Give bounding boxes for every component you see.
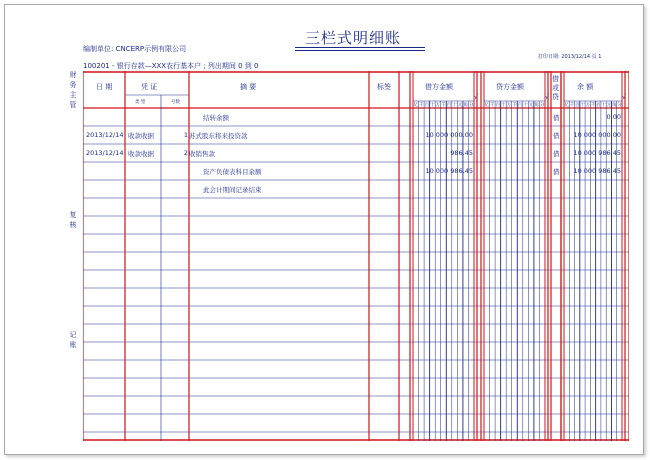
- digit-label: 万: [585, 103, 591, 108]
- digit-label: 千: [590, 103, 596, 108]
- digit-label: 角: [463, 103, 468, 108]
- cell-voucher-type: 收款收据: [128, 132, 154, 140]
- company-unit: 编制单位: CNCERP示例有限公司: [83, 45, 187, 53]
- digit-label: 万: [435, 103, 441, 108]
- digit-label: 角: [534, 103, 539, 108]
- digit-label: 千: [419, 103, 424, 108]
- digit-label: 百: [495, 103, 501, 108]
- cell-date: 2013/12/14: [86, 149, 124, 157]
- ledger-table: [83, 71, 629, 441]
- digit-label: 十: [523, 103, 528, 108]
- side-label-bookkeeper: 记账: [69, 331, 77, 349]
- cell-direction: 借: [553, 114, 560, 122]
- title-underline: [295, 47, 425, 48]
- cell-voucher-no: 1: [183, 131, 188, 139]
- header-debit: 借方金额: [425, 83, 453, 91]
- ledger-grid: [83, 71, 629, 441]
- digit-label: 十: [601, 103, 606, 108]
- cell-balance: 0.00: [606, 113, 621, 121]
- header-date: 日 期: [96, 83, 113, 91]
- header-tag: 标签: [377, 83, 391, 91]
- digit-label: 分: [617, 103, 622, 108]
- digit-label: 十: [452, 103, 457, 108]
- digit-label: 亿: [413, 103, 418, 108]
- header-balance-check: √: [622, 93, 627, 101]
- account-line: 100201 - 银行存款—XXX农行基本户 ; 列出期间 0 到 0: [83, 62, 259, 70]
- digit-label: 千: [441, 103, 446, 108]
- digit-label: 十: [501, 103, 506, 108]
- digit-label: 十: [430, 103, 435, 108]
- cell-debit: 10 000 000.00: [425, 131, 473, 139]
- cell-direction: 借: [553, 150, 560, 158]
- cell-balance: 10 000 986.45: [573, 167, 621, 175]
- header-direction: 借或贷: [552, 75, 559, 101]
- cell-voucher-no: 2: [183, 149, 188, 157]
- digit-label: 亿: [564, 103, 569, 108]
- header-summary: 摘 要: [240, 83, 257, 91]
- ledger-page: [4, 4, 644, 455]
- digit-label: 亿: [484, 103, 489, 108]
- digit-label: 元: [528, 103, 534, 108]
- digit-label: 元: [606, 103, 612, 108]
- cell-summary: 收销售款: [189, 150, 215, 158]
- side-label-manager: 财务主管: [69, 71, 77, 109]
- digit-label: 万: [506, 103, 512, 108]
- header-voucher-type: 类 型: [135, 100, 146, 105]
- digit-label: 百: [575, 103, 580, 108]
- cell-debit: 986.45: [450, 149, 473, 157]
- cell-summary: 结转余额: [203, 114, 229, 122]
- digit-label: 千: [490, 103, 495, 108]
- digit-label: 百: [424, 103, 430, 108]
- digit-label: 千: [569, 103, 575, 108]
- digit-label: 分: [539, 103, 545, 108]
- cell-balance: 10 000 986.45: [573, 149, 621, 157]
- cell-debit: 10 000 986.45: [425, 167, 473, 175]
- cell-summary: 此会计期间记录结束: [203, 186, 262, 194]
- cell-summary: 苏式股东将来投资款: [189, 132, 248, 140]
- header-credit: 贷方金额: [496, 83, 524, 91]
- cell-voucher-type: 收款收据: [128, 150, 154, 158]
- digit-label: 百: [517, 103, 523, 108]
- header-voucher: 凭 证: [141, 83, 158, 91]
- digit-label: 千: [512, 103, 517, 108]
- digit-label: 分: [468, 103, 474, 108]
- digit-label: 百: [596, 103, 601, 108]
- cell-balance: 10 000 000.00: [573, 131, 621, 139]
- print-info: 打印日期: 2013/12/14 页 1: [538, 54, 602, 60]
- digit-label: 十: [580, 103, 585, 108]
- digit-label: 元: [457, 103, 463, 108]
- side-label-review: 复核: [69, 211, 77, 229]
- digit-label: 百: [446, 103, 452, 108]
- digit-label: 角: [611, 103, 617, 108]
- cell-direction: 借: [553, 132, 560, 140]
- header-voucher-no: 号数: [171, 100, 180, 105]
- page-title: 三栏式明细账: [305, 29, 402, 47]
- header-credit-check: √: [545, 93, 550, 101]
- cell-date: 2013/12/14: [86, 131, 124, 139]
- cell-direction: 借: [553, 168, 560, 176]
- header-debit-check: √: [474, 93, 479, 101]
- header-balance: 余 额: [577, 83, 594, 91]
- title-underline: [295, 50, 425, 51]
- cell-summary: 资产负债表科目余额: [203, 168, 262, 176]
